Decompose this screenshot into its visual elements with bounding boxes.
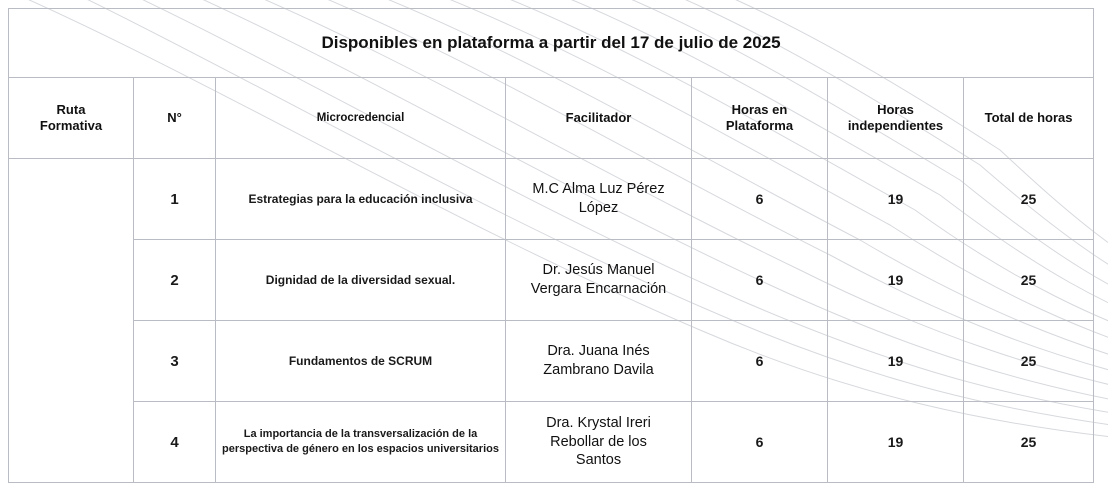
column-header-microcredencial: Microcredencial bbox=[216, 78, 506, 159]
horas-plataforma-value: 6 bbox=[692, 402, 828, 483]
facilitador-line1: Dra. Juana Inés bbox=[547, 343, 650, 360]
facilitador-line1: M.C Alma Luz Pérez bbox=[532, 181, 665, 198]
facilitador-name bbox=[506, 240, 692, 321]
facilitador-name bbox=[506, 159, 692, 240]
horas-independientes-value: 19 bbox=[828, 159, 964, 240]
row-number: 2 bbox=[134, 240, 216, 321]
microcredencial-name: Estrategias para la educación inclusiva bbox=[216, 159, 506, 240]
microcredencial-name: La importancia de la transversalización de la perspectiva de género en los espacios universitarios bbox=[216, 402, 506, 483]
total-horas-value: 25 bbox=[964, 321, 1094, 402]
column-header-total-horas: Total de horas bbox=[964, 78, 1094, 159]
microcredencial-name: Dignidad de la diversidad sexual. bbox=[216, 240, 506, 321]
horas-independientes-line1: Horas bbox=[877, 101, 914, 117]
column-header-numero: N° bbox=[134, 78, 216, 159]
facilitador-line2: Rebollar de los bbox=[550, 433, 647, 450]
facilitador-name bbox=[506, 402, 692, 483]
facilitador-line2: López bbox=[578, 200, 619, 216]
horas-independientes-value: 19 bbox=[828, 321, 964, 402]
facilitador-line1: Dr. Jesús Manuel bbox=[542, 262, 655, 279]
table-row bbox=[9, 402, 1094, 483]
facilitador-line2: Vergara Encarnación bbox=[530, 281, 667, 297]
column-header-horas-plataforma bbox=[692, 78, 828, 159]
column-header-horas-independientes bbox=[828, 78, 964, 159]
horas-plataforma-value: 6 bbox=[692, 159, 828, 240]
ruta-header-line2: Formativa bbox=[39, 118, 103, 133]
ruta-formativa-seaes: SEAES bbox=[9, 159, 134, 483]
table-row bbox=[9, 240, 1094, 321]
total-horas-value: 25 bbox=[964, 240, 1094, 321]
column-header-facilitador: Facilitador bbox=[506, 78, 692, 159]
microcredencial-name: Fundamentos de SCRUM bbox=[216, 321, 506, 402]
facilitador-line3: Santos bbox=[575, 452, 622, 469]
page-title: Disponibles en plataforma a partir del 17 de julio de 2025 bbox=[9, 9, 1094, 78]
title-row bbox=[9, 9, 1094, 78]
row-number: 3 bbox=[134, 321, 216, 402]
schedule-sheet bbox=[8, 8, 1093, 469]
horas-plataforma-line2: Plataforma bbox=[725, 118, 794, 133]
total-horas-value: 25 bbox=[964, 159, 1094, 240]
column-header-ruta-formativa bbox=[9, 78, 134, 159]
facilitador-name bbox=[506, 321, 692, 402]
courses-table bbox=[8, 8, 1094, 483]
facilitador-line2: Zambrano Davila bbox=[543, 362, 654, 378]
horas-independientes-line2: independientes bbox=[847, 118, 944, 133]
table-row bbox=[9, 159, 1094, 240]
ruta-header-line1: Ruta bbox=[56, 101, 86, 117]
total-horas-value: 25 bbox=[964, 402, 1094, 483]
horas-plataforma-value: 6 bbox=[692, 321, 828, 402]
facilitador-line1: Dra. Krystal Ireri bbox=[546, 414, 651, 431]
table-row bbox=[9, 321, 1094, 402]
horas-plataforma-line1: Horas en bbox=[731, 101, 788, 117]
horas-independientes-value: 19 bbox=[828, 402, 964, 483]
header-row bbox=[9, 78, 1094, 159]
horas-plataforma-value: 6 bbox=[692, 240, 828, 321]
horas-independientes-value: 19 bbox=[828, 240, 964, 321]
row-number: 1 bbox=[134, 159, 216, 240]
row-number: 4 bbox=[134, 402, 216, 483]
